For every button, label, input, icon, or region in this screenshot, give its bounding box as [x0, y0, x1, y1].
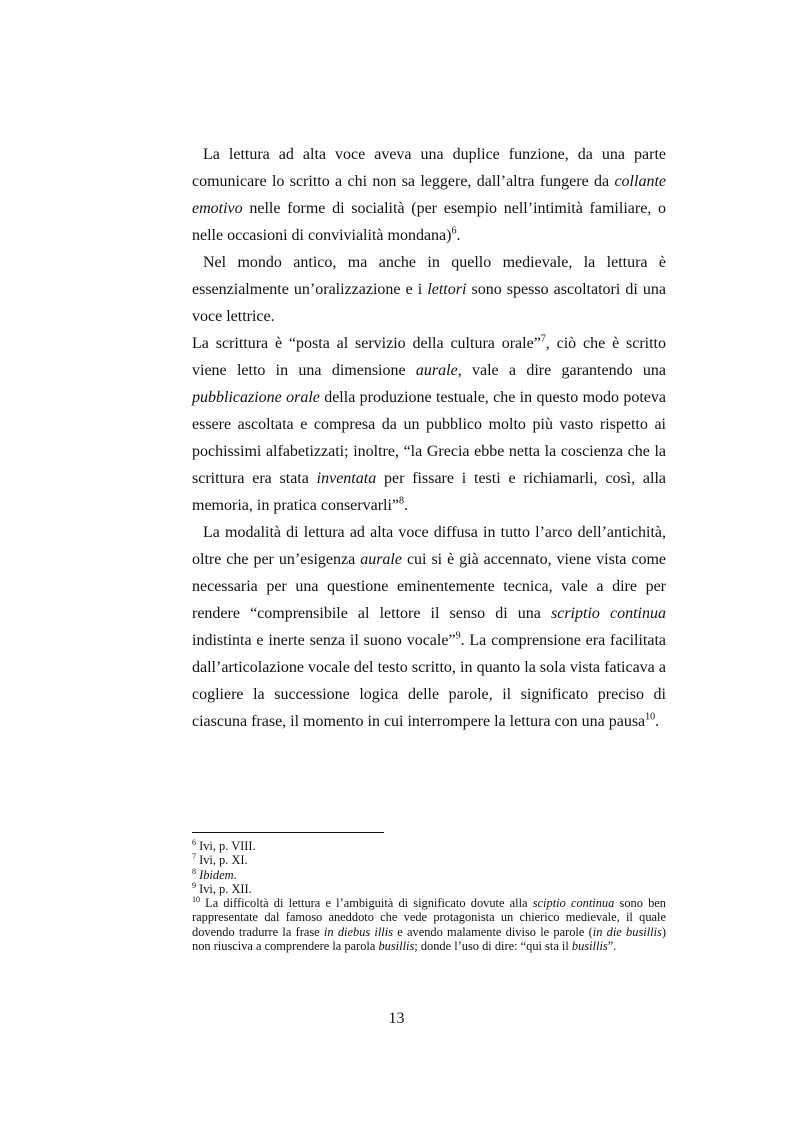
italic-run: lettori: [427, 281, 467, 298]
footnote-text: Ibidem: [199, 867, 234, 882]
text-run: nelle forme di socialità (per esempio nell’intimità familiare, o nelle occasioni di convivialità mondana): [192, 200, 666, 244]
footnote-ref-7: 7: [540, 333, 546, 345]
footnote-8: [192, 868, 666, 882]
footnote-ref-10: 10: [645, 711, 656, 723]
footnote-text: La difficoltà di lettura e l’ambiguità di significato dovute alla: [200, 896, 533, 911]
italic-run: inventata: [316, 470, 377, 487]
footnote-text: sono ben rappresentate dal famoso aneddoto che vede protagonista un chierico medievale, il quale dovendo tradurre la frase: [192, 896, 666, 939]
footnote-number: 10: [192, 895, 200, 905]
text-run: Nel mondo antico, ma anche in quello medievale, la lettura è essenzialmente un’oralizzazione e i: [192, 254, 666, 298]
paragraph-4: [192, 519, 666, 735]
paragraph-1: [192, 141, 666, 249]
footnote-ref-6: 6: [451, 225, 457, 237]
footnote-text: Ivi, p. XII.: [196, 881, 252, 896]
text-run: . La comprensione era facilitata dall’articolazione vocale del testo scritto, in quanto la sola vista faticava a cogliere la successione logica delle parole, il significato preciso di ciascuna frase, il momento in cui interrompere la lettura con una pausa: [192, 632, 666, 730]
paragraph-2: [192, 249, 666, 330]
footnote-number: 8: [192, 866, 196, 876]
footnote-text: ; donde l’uso di dire: “qui sta il: [414, 939, 572, 954]
text-run: per fissare i testi e richiamarli, così, alla memoria, in pratica conservarli”: [192, 470, 666, 514]
footnote-7: [192, 853, 666, 867]
footnote-number: 6: [192, 837, 196, 847]
footnote-italic: in diebus illis: [323, 924, 394, 939]
italic-run: pubblicazione orale: [192, 389, 320, 406]
footnote-ref-8: 8: [399, 495, 405, 507]
footnote-italic: busillis: [571, 939, 608, 954]
italic-run: aurale: [360, 551, 402, 568]
footnote-text: .: [233, 867, 237, 882]
text-run: .: [655, 713, 660, 730]
text-run: La modalità di lettura ad alta voce diffusa in tutto l’arco dell’antichità, oltre che per un’esigenza: [192, 524, 666, 568]
text-run: .: [404, 497, 409, 514]
text-run: .: [456, 227, 461, 244]
text-run: , vale a dire garantendo una: [457, 362, 666, 379]
text-run: La scrittura è “posta al servizio della cultura orale”: [192, 335, 541, 352]
paragraph-3: [192, 330, 666, 519]
footnote-6: [192, 839, 666, 853]
footnote-text: ”.: [607, 939, 617, 954]
text-run: indistinta e inerte senza il suono vocale”: [192, 632, 456, 649]
footnotes: [192, 839, 666, 953]
footnote-10: [192, 896, 666, 953]
footnote-separator: [192, 832, 384, 833]
footnote-number: 9: [192, 880, 196, 890]
footnote-9: [192, 882, 666, 896]
footnote-italic: busillis: [378, 939, 415, 954]
footnote-text: Ivi, p. XI.: [196, 853, 248, 868]
page-number: 13: [388, 1010, 405, 1027]
italic-run: scriptio continua: [551, 605, 666, 622]
footnote-italic: in die busillis: [592, 924, 662, 939]
main-text: [192, 141, 666, 735]
footnote-ref-9: 9: [455, 630, 461, 642]
footnote-text: ) non riusciva a comprendere la parola: [192, 924, 666, 954]
italic-run: aurale: [415, 362, 458, 379]
footnote-text: Ivi, p. VIII.: [196, 839, 256, 853]
text-run: cui si è già accennato, viene vista come necessaria per una questione eminentemente tecnica, vale a dire per rendere “comprensibile al lettore il senso di una: [192, 551, 666, 622]
footnote-number: 7: [192, 852, 196, 862]
text-run: , ciò che è scritto viene letto in una dimensione: [192, 335, 667, 379]
footnote-italic: sciptio continua: [532, 896, 615, 911]
footnote-text: e avendo malamente diviso le parole (: [393, 924, 593, 939]
text-run: della produzione testuale, che in questo modo poteva essere ascoltata e compresa da un pubblico molto più vasto rispetto ai pochissimi alfabetizzati; inoltre, “la Grecia ebbe netta la coscienza che la scrittura era stata: [192, 389, 666, 487]
italic-run: collante emotivo: [192, 173, 666, 217]
text-run: sono spesso ascoltatori di una voce lettrice.: [192, 281, 666, 325]
text-run: La lettura ad alta voce aveva una duplice funzione, da una parte comunicare lo scritto a chi non sa leggere, dall’altra fungere da: [192, 146, 666, 190]
